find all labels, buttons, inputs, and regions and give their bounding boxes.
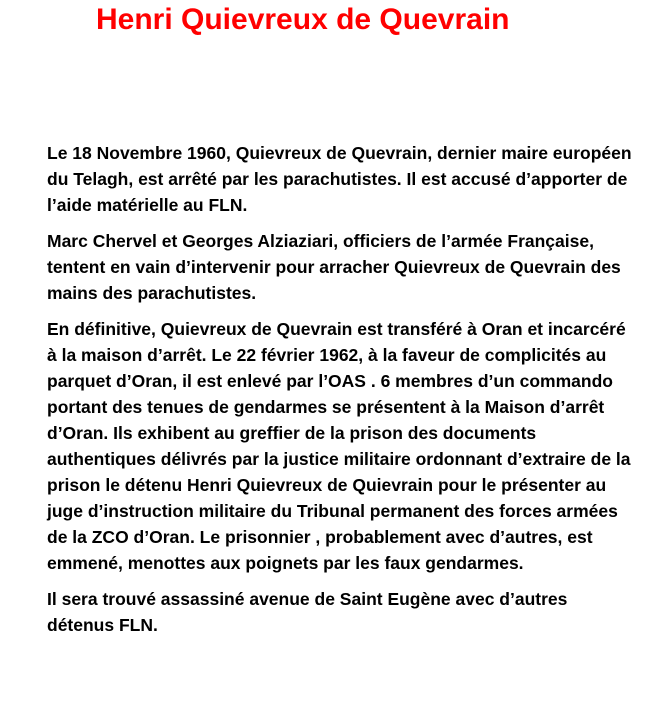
paragraph-arrest: Le 18 Novembre 1960, Quievreux de Quevrain, dernier maire européen du Telagh, est arrêté par les parachutistes. Il est accusé d’apporter de l’aide matérielle au FLN. (47, 143, 632, 215)
paragraph-abduction: En définitive, Quievreux de Quevrain est transféré à Oran et incarcéré à la maison d’arrêt. Le 22 février 1962, à la faveur de complicités au parquet d’Oran, il est enlevé par l’OAS . 6 membres d’un commando portant des tenues de gendarmes se présentent à la Maison d’arrêt d’Oran. Ils exhibent au greffier de la prison des documents authentiques délivrés par la justice militaire ordonnant d’extraire de la prison le détenu Henri Quievreux de Quievrain pour le présenter au juge d’instruction militaire du Tribunal permanent des forces armées de la ZCO d’Oran. Le prisonnier , probablement avec d’autres, est emmené, menottes aux poignets par les faux gendarmes. (47, 319, 631, 573)
document-title: Henri Quievreux de Quevrain (96, 3, 510, 36)
paragraph-officers: Marc Chervel et Georges Alziaziari, officiers de l’armée Française, tentent en vain d’intervenir pour arracher Quievreux de Quevrain des mains des parachutistes. (47, 231, 621, 303)
paragraph-assassination: Il sera trouvé assassiné avenue de Saint Eugène avec d’autres détenus FLN. (47, 589, 568, 635)
document-body (47, 140, 637, 648)
